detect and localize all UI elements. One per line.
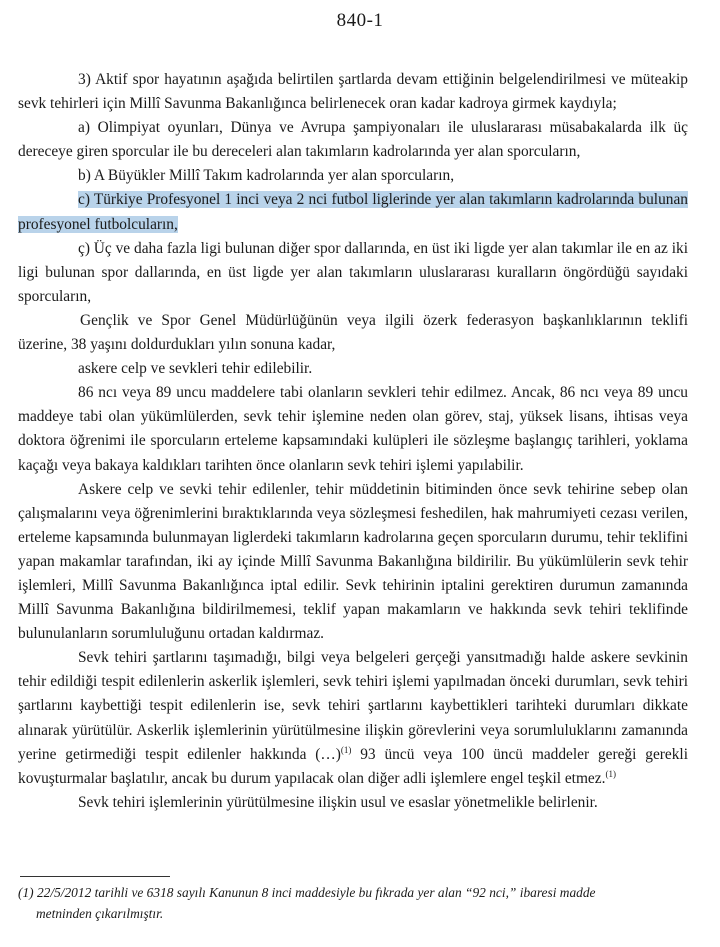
paragraph-3-intro: 3) Aktif spor hayatının aşağıda belirtilen şartlarda devam ettiğinin belgelendirilmesi ve müteakip sevk tehirleri için Millî Savunma Bakanlığınca belirlenecek oran kadar kadroya girmek kaydıyla;: [18, 71, 688, 113]
paragraph-text-part-a: Sevk tehiri şartlarını taşımadığı, bilgi veya belgeleri gerçeği yansıtmadığı halde askere sevkinin tehir edildiği tespit edilenlerin askerlik işlemleri, sevk tehiri işlemi yapılmadan önceki durumları, sevk tehiri şartlarını kaybettiği tespit edilenlerin ise, sevk tehiri şartlarını kaybettikleri tarihteki durumları dikkate alınarak yürütülür. Askerlik işlemlerinin yürütülmesine ilişkin görevlerini veya sorumluluklarını zamanında yerine getirmediği tespit edilenler hakkında (…): [18, 649, 688, 763]
highlighted-text[interactable]: c) Türkiye Profesyonel 1 inci veya 2 nci futbol liglerinde yer alan takımların kadrolarında bulunan profesyonel futbolcuların,: [18, 191, 688, 233]
footnote-ref[interactable]: (1): [605, 768, 616, 779]
paragraph-askere-celp: askere celp ve sevkleri tehir edilebilir.: [78, 360, 313, 378]
paragraph-genclik: Gençlik ve Spor Genel Müdürlüğünün veya ilgili özerk federasyon başkanlıklarının teklifi üzerine, 38 yaşını doldurdukları yılın sonuna kadar,: [18, 311, 688, 354]
paragraph-86-nci: 86 ncı veya 89 uncu maddelere tabi olanların sevkleri tehir edilmez. Ancak, 86 ncı veya 89 uncu maddeye tabi olan yükümlülerden, sevk tehir işlemine neden olan görev, staj, yüksek lisans, ihtisas veya doktora öğrenimi ile sporcuların erteleme kapsamındaki kulüpleri ile sözleşme başlangıç tarihleri, yoklama kaçağı veya bakaya kaldıkları tarihten önce olanların sevk tehiri işlemi yapılabilir.: [18, 384, 688, 474]
paragraph-c-cedilla: ç) Üç ve daha fazla ligi bulunan diğer spor dallarında, en üst iki ligde yer alan takımlar ile en az iki ligi bulunan spor dallarında, en üst ligde yer alan takımların uluslararası kuralların öngördüğü sayıdaki sporcuların,: [18, 239, 688, 305]
paragraph-usul-esaslar: Sevk tehiri işlemlerinin yürütülmesine ilişkin usul ve esaslar yönetmelikle belirlenir.: [78, 793, 598, 811]
footnote-ref[interactable]: (1): [340, 744, 352, 755]
paragraph-sevk-tehiri-sartlari: [18, 646, 688, 791]
footnote: [18, 882, 690, 924]
footnote-line-2: metninden çıkarılmıştır.: [36, 906, 164, 921]
paragraph-text-part-b: 93 üncü veya 100 üncü maddeler gereği gerekli kovuşturmalar başlatılır, ancak bu durum yapılacak olan diğer adli işlemlere engel teşkil etmez.: [18, 745, 688, 787]
footnote-divider: [20, 876, 170, 877]
document-body: [18, 68, 688, 815]
paragraph-b: b) A Büyükler Millî Takım kadrolarında yer alan sporcuların,: [78, 167, 455, 185]
paragraph-c: [18, 188, 688, 236]
footnote-line-1: (1) 22/5/2012 tarihli ve 6318 sayılı Kanunun 8 inci maddesiyle bu fıkrada yer alan “92 nci,” ibaresi madde: [18, 885, 596, 900]
paragraph-a: a) Olimpiyat oyunları, Dünya ve Avrupa şampiyonaları ile uluslararası müsabakalarda ilk üç dereceye giren sporcular ile bu dereceleri alan takımların kadrolarında yer alan sporcuların,: [18, 119, 688, 161]
paragraph-askere-celp-sevki: Askere celp ve sevki tehir edilenler, tehir müddetinin bitiminden önce sevk tehirine sebep olan çalışmalarını veya öğrenimlerini bıraktıklarında veya sözleşmesi feshedilen, hak mahrumiyeti cezası verilen, erteleme kapsamında bulunmayan liglerdeki takımların kadrolarına geçen sporcuların durumu, tehir teklifini yapan makamlar tarafından, iki ay içinde Millî Savunma Bakanlığına bildirilir. Bu yükümlülerin sevk tehir işlemleri, Millî Savunma Bakanlığınca iptal edilir. Sevk tehirinin iptalini gerektiren durumun zamanında Millî Savunma Bakanlığına bildirilmemesi, teklif yapan makamların ve hakkında sevk tehiri teklifinde bulunulanların sorumluluğunu ortadan kaldırmaz.: [18, 480, 688, 643]
page-number: 840-1: [336, 10, 384, 31]
